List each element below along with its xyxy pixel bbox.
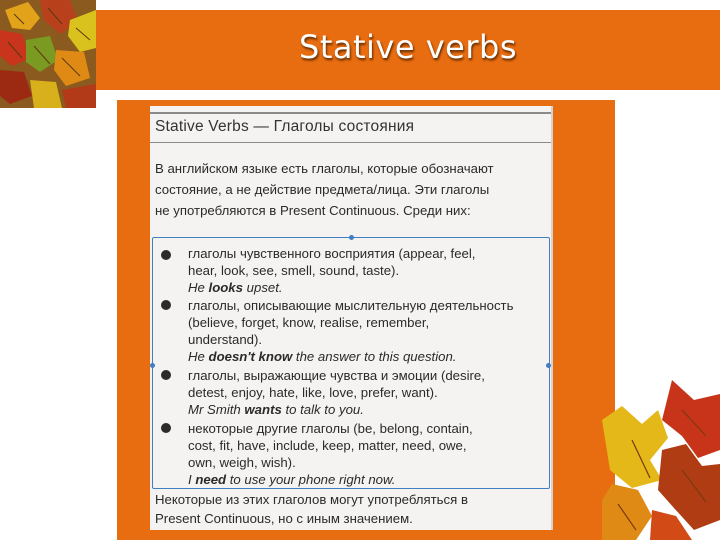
group-2-line: (believe, forget, know, realise, remember, bbox=[188, 315, 430, 330]
outro-line: Некоторые из этих глаголов могут употребляться в bbox=[155, 492, 468, 507]
group-3-line: detest, enjoy, hate, like, love, prefer, want). bbox=[188, 385, 438, 400]
group-4-line: cost, fit, have, include, keep, matter, need, owe, bbox=[188, 438, 467, 453]
example-text: to talk to you. bbox=[281, 402, 364, 417]
group-2-line: understand). bbox=[188, 332, 263, 347]
intro-line: состояние, а не действие предмета/лица. Эти глаголы bbox=[155, 182, 490, 197]
example-verb: wants bbox=[244, 402, 282, 417]
bullet-icon bbox=[161, 300, 171, 310]
example-text: to use your phone right now. bbox=[226, 472, 396, 487]
bullet-icon bbox=[161, 250, 171, 260]
box-marker bbox=[349, 235, 354, 240]
bullet-icon bbox=[161, 423, 171, 433]
intro-paragraph bbox=[155, 158, 548, 221]
box-marker bbox=[150, 363, 155, 368]
textbook-excerpt bbox=[150, 106, 552, 530]
example-text: He bbox=[188, 349, 209, 364]
group-4-line: некоторые другие глаголы (be, belong, contain, bbox=[188, 421, 473, 436]
title-bar bbox=[96, 10, 720, 90]
group-4-example bbox=[188, 472, 395, 487]
intro-line: не употребляются в Present Continuous. Среди них: bbox=[155, 203, 471, 218]
autumn-leaves-decoration-top-left bbox=[0, 0, 96, 108]
bullet-icon bbox=[161, 370, 171, 380]
example-text: Mr Smith bbox=[188, 402, 245, 417]
group-2-example bbox=[188, 349, 456, 364]
example-text: upset. bbox=[242, 280, 283, 295]
example-verb: looks bbox=[208, 280, 243, 295]
example-verb: need bbox=[195, 472, 227, 487]
document-heading: Stative Verbs — Глаголы состояния bbox=[155, 118, 415, 135]
example-text: I bbox=[188, 472, 196, 487]
group-2-line: глаголы, описывающие мыслительную деятельность bbox=[188, 298, 514, 313]
example-text: the answer to this question. bbox=[292, 349, 457, 364]
intro-line: В английском языке есть глаголы, которые обозначают bbox=[155, 161, 494, 176]
example-text: He bbox=[188, 280, 209, 295]
group-1-line: hear, look, see, smell, sound, taste). bbox=[188, 263, 400, 278]
group-1-line: глаголы чувственного восприятия (appear, feel, bbox=[188, 246, 476, 261]
example-verb: doesn't know bbox=[208, 349, 293, 364]
heading-rule-bottom bbox=[150, 142, 552, 143]
group-3-line: глаголы, выражающие чувства и эмоции (desire, bbox=[188, 368, 485, 383]
group-3-example bbox=[188, 402, 364, 417]
heading-rule-top bbox=[150, 112, 552, 114]
group-1-example bbox=[188, 280, 283, 295]
group-4-line: own, weigh, wish). bbox=[188, 455, 296, 470]
autumn-leaves-decoration-bottom-right bbox=[602, 380, 720, 540]
outro-line: Present Continuous, но с иным значением. bbox=[155, 511, 413, 526]
slide-title: Stative verbs bbox=[299, 28, 517, 66]
page-edge-shadow bbox=[551, 106, 553, 530]
